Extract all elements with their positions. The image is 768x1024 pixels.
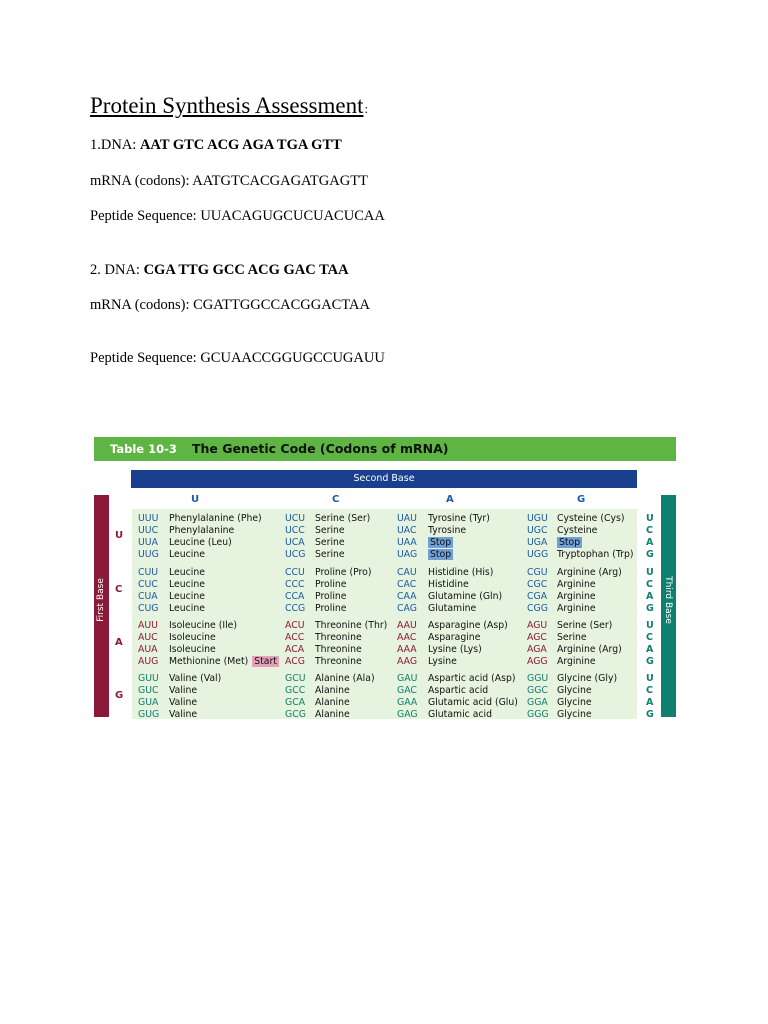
codon-agg: AGG: [527, 656, 548, 667]
codon-gcg: GCG: [285, 709, 306, 720]
second-base-a: A: [446, 494, 454, 505]
codon-acu: ACU: [285, 620, 305, 631]
amino-acid-name: Serine: [315, 525, 345, 536]
amino-acid-name: Alanine (Ala): [315, 673, 375, 684]
third-base-c: C: [646, 685, 653, 696]
codon-ugg: UGG: [527, 549, 549, 560]
amino-acid-name: Threonine: [315, 644, 362, 655]
amino-acid-name: Isoleucine: [169, 644, 216, 655]
third-base-g: G: [646, 549, 654, 560]
amino-acid-aaa: [428, 644, 482, 655]
amino-acid-auu: [169, 620, 237, 631]
amino-acid-name: Lysine (Lys): [428, 644, 482, 655]
amino-acid-gcc: [315, 685, 350, 696]
codon-cca: CCA: [285, 591, 305, 602]
codon-gac: GAC: [397, 685, 417, 696]
codon-aca: ACA: [285, 644, 305, 655]
amino-acid-acc: [315, 632, 362, 643]
amino-acid-name: Arginine: [557, 603, 596, 614]
amino-acid-name: Lysine: [428, 656, 457, 667]
amino-acid-name: Methionine (Met): [169, 656, 249, 667]
amino-acid-ugu: [557, 513, 624, 524]
codon-agc: AGC: [527, 632, 547, 643]
codon-guu: GUU: [138, 673, 159, 684]
table-name: The Genetic Code (Codons of mRNA): [192, 441, 449, 456]
amino-acid-name: Valine: [169, 709, 198, 720]
amino-acid-name: Proline: [315, 603, 347, 614]
amino-acid-name: Arginine: [557, 579, 596, 590]
codon-ugc: UGC: [527, 525, 548, 536]
q1-mrna-line: mRNA (codons): AATGTCACGAGATGAGTT: [90, 173, 368, 189]
amino-acid-ggg: [557, 709, 592, 720]
q1-dna-sequence: AAT GTC ACG AGA TGA GTT: [139, 137, 342, 153]
amino-acid-aca: [315, 644, 362, 655]
codon-gug: GUG: [138, 709, 160, 720]
amino-acid-name: Threonine: [315, 632, 362, 643]
third-base-bar: [661, 495, 676, 717]
amino-acid-ccu: [315, 567, 372, 578]
codon-uuc: UUC: [138, 525, 159, 536]
start-label: Start: [254, 656, 277, 667]
codon-ugu: UGU: [527, 513, 548, 524]
amino-acid-name: Serine (Ser): [315, 513, 371, 524]
amino-acid-gac: [428, 685, 488, 696]
amino-acid-gag: [428, 709, 492, 720]
amino-acid-cuc: [169, 579, 205, 590]
codon-aga: AGA: [527, 644, 547, 655]
amino-acid-name: Arginine (Arg): [557, 644, 622, 655]
amino-acid-name: Isoleucine (Ile): [169, 620, 238, 631]
amino-acid-uca: [315, 537, 345, 548]
table-header: [94, 437, 676, 461]
amino-acid-name: Alanine: [315, 697, 350, 708]
amino-acid-name: Glycine: [557, 697, 592, 708]
third-base-label: Third Base: [663, 576, 673, 624]
amino-acid-ucc: [315, 525, 345, 536]
amino-acid-name: Histidine (His): [428, 567, 494, 578]
amino-acid-gga: [557, 697, 592, 708]
amino-acid-name: Asparagine (Asp): [428, 620, 508, 631]
codon-cgu: CGU: [527, 567, 548, 578]
amino-acid-name: Arginine: [557, 656, 596, 667]
amino-acid-name: Serine: [557, 632, 587, 643]
amino-acid-uga: [557, 537, 582, 548]
amino-acid-name: Leucine: [169, 549, 205, 560]
codon-uuu: UUU: [138, 513, 159, 524]
third-base-g: G: [646, 709, 654, 720]
amino-acid-cua: [169, 591, 205, 602]
amino-acid-ugg: [557, 549, 634, 560]
amino-acid-cgg: [557, 603, 596, 614]
amino-acid-name: Proline (Pro): [315, 567, 372, 578]
codon-uca: UCA: [285, 537, 305, 548]
amino-acid-agu: [557, 620, 612, 631]
amino-acid-auc: [169, 632, 216, 643]
amino-acid-guc: [169, 685, 197, 696]
amino-acid-name: Aspartic acid: [428, 685, 489, 696]
amino-acid-name: Phenylalanine: [169, 525, 235, 536]
codon-ucg: UCG: [285, 549, 306, 560]
codon-aag: AAG: [397, 656, 418, 667]
codon-ucc: UCC: [285, 525, 305, 536]
amino-acid-name: Arginine (Arg): [557, 567, 622, 578]
codon-gcu: GCU: [285, 673, 306, 684]
amino-acid-aug: [169, 656, 279, 667]
codon-cua: CUA: [138, 591, 158, 602]
amino-acid-name: Serine: [315, 549, 345, 560]
amino-acid-cgu: [557, 567, 622, 578]
amino-acid-cag: [428, 603, 476, 614]
q2-dna-line: [90, 262, 349, 279]
q1-dna-label: 1.DNA:: [90, 137, 140, 153]
codon-gag: GAG: [397, 709, 418, 720]
amino-acid-uag: [428, 549, 453, 560]
title-colon: :: [364, 101, 369, 116]
amino-acid-uuc: [169, 525, 234, 536]
amino-acid-name: Tyrosine (Tyr): [428, 513, 490, 524]
codon-cuc: CUC: [138, 579, 158, 590]
codon-caa: CAA: [397, 591, 417, 602]
second-base-u: U: [191, 494, 200, 505]
codon-aua: AUA: [138, 644, 158, 655]
third-base-a: A: [646, 697, 654, 708]
codon-agu: AGU: [527, 620, 548, 631]
codon-gua: GUA: [138, 697, 159, 708]
amino-acid-name: Threonine (Thr): [315, 620, 388, 631]
codon-acg: ACG: [285, 656, 305, 667]
codon-uac: UAC: [397, 525, 417, 536]
amino-acid-acu: [315, 620, 387, 631]
second-base-bar: Second Base: [131, 470, 637, 488]
amino-acid-cca: [315, 591, 347, 602]
amino-acid-ucg: [315, 549, 345, 560]
third-base-a: A: [646, 591, 654, 602]
codon-aaa: AAA: [397, 644, 417, 655]
title-text: Protein Synthesis Assessment: [90, 93, 364, 118]
codon-uau: UAU: [397, 513, 417, 524]
amino-acid-name: Glutamine (Gln): [428, 591, 503, 602]
q2-peptide-line: Peptide Sequence: GCUAACCGGUGCCUGAUU: [90, 350, 385, 366]
amino-acid-gaa: [428, 697, 518, 708]
amino-acid-aac: [428, 632, 480, 643]
third-base-a: A: [646, 537, 654, 548]
amino-acid-caa: [428, 591, 502, 602]
amino-acid-ucu: [315, 513, 370, 524]
table-number: Table 10-3: [110, 442, 177, 456]
third-base-g: G: [646, 656, 654, 667]
amino-acid-name: Valine (Val): [169, 673, 222, 684]
amino-acid-name: Asparagine: [428, 632, 481, 643]
second-base-c: C: [332, 494, 340, 505]
third-base-u: U: [646, 620, 654, 631]
third-base-a: A: [646, 644, 654, 655]
codon-cug: CUG: [138, 603, 159, 614]
q1-peptide-line: Peptide Sequence: UUACAGUGCUCUACUCAA: [90, 208, 385, 224]
amino-acid-aga: [557, 644, 622, 655]
amino-acid-uuu: [169, 513, 262, 524]
amino-acid-name: Leucine: [169, 603, 205, 614]
first-base-a: A: [115, 637, 123, 648]
amino-acid-name: Aspartic acid (Asp): [428, 673, 516, 684]
codon-cgc: CGC: [527, 579, 548, 590]
amino-acid-cuu: [169, 567, 205, 578]
amino-acid-name: Alanine: [315, 685, 350, 696]
amino-acid-gau: [428, 673, 516, 684]
third-base-c: C: [646, 525, 653, 536]
amino-acid-name: Leucine: [169, 591, 205, 602]
amino-acid-agg: [557, 656, 596, 667]
amino-acid-uau: [428, 513, 490, 524]
codon-aau: AAU: [397, 620, 417, 631]
amino-acid-name: Tyrosine: [428, 525, 467, 536]
codon-uug: UUG: [138, 549, 159, 560]
first-base-bar: [94, 495, 109, 717]
amino-acid-aua: [169, 644, 216, 655]
codon-gca: GCA: [285, 697, 306, 708]
first-base-label: First Base: [96, 578, 106, 622]
amino-acid-agc: [557, 632, 587, 643]
amino-acid-uug: [169, 549, 205, 560]
codon-cuu: CUU: [138, 567, 159, 578]
amino-acid-ccc: [315, 579, 347, 590]
codon-ggg: GGG: [527, 709, 549, 720]
codon-aac: AAC: [397, 632, 417, 643]
codon-auu: AUU: [138, 620, 158, 631]
amino-acid-name: Leucine: [169, 567, 205, 578]
codon-cac: CAC: [397, 579, 417, 590]
amino-acid-name: Proline: [315, 579, 347, 590]
third-base-g: G: [646, 603, 654, 614]
amino-acid-name: Leucine (Leu): [169, 537, 232, 548]
amino-acid-gcg: [315, 709, 350, 720]
amino-acid-cgc: [557, 579, 596, 590]
first-base-u: U: [115, 530, 124, 541]
amino-acid-name: Valine: [169, 697, 198, 708]
third-base-u: U: [646, 567, 654, 578]
stop-label: Stop: [559, 537, 581, 548]
amino-acid-cac: [428, 579, 469, 590]
amino-acid-cga: [557, 591, 596, 602]
codon-ccc: CCC: [285, 579, 305, 590]
q2-mrna-line: mRNA (codons): CGATTGGCCACGGACTAA: [90, 297, 370, 313]
amino-acid-gcu: [315, 673, 375, 684]
stop-label: Stop: [430, 537, 452, 548]
amino-acid-name: Leucine: [169, 579, 205, 590]
codon-auc: AUC: [138, 632, 158, 643]
codon-uua: UUA: [138, 537, 158, 548]
amino-acid-name: Cysteine (Cys): [557, 513, 625, 524]
amino-acid-name: Isoleucine: [169, 632, 216, 643]
amino-acid-aag: [428, 656, 457, 667]
codon-grid: [132, 509, 637, 719]
codon-ggu: GGU: [527, 673, 549, 684]
amino-acid-name: Tryptophan (Trp): [557, 549, 634, 560]
q1-dna-line: [90, 137, 342, 154]
amino-acid-name: Arginine: [557, 591, 596, 602]
codon-uag: UAG: [397, 549, 418, 560]
amino-acid-cug: [169, 603, 205, 614]
codon-guc: GUC: [138, 685, 159, 696]
amino-acid-aau: [428, 620, 508, 631]
amino-acid-name: Threonine: [315, 656, 362, 667]
amino-acid-gua: [169, 697, 197, 708]
amino-acid-name: Proline: [315, 591, 347, 602]
codon-gcc: GCC: [285, 685, 306, 696]
amino-acid-name: Serine: [315, 537, 345, 548]
amino-acid-name: Glycine (Gly): [557, 673, 618, 684]
amino-acid-gca: [315, 697, 350, 708]
amino-acid-gug: [169, 709, 197, 720]
q2-dna-sequence: CGA TTG GCC ACG GAC TAA: [143, 262, 349, 278]
amino-acid-name: Glycine: [557, 709, 592, 720]
first-base-g: G: [115, 690, 124, 701]
codon-aug: AUG: [138, 656, 159, 667]
third-base-u: U: [646, 673, 654, 684]
amino-acid-name: Histidine: [428, 579, 469, 590]
codon-ccu: CCU: [285, 567, 305, 578]
page-title: [90, 93, 368, 119]
first-base-c: C: [115, 584, 123, 595]
amino-acid-name: Cysteine: [557, 525, 598, 536]
amino-acid-uac: [428, 525, 466, 536]
third-base-c: C: [646, 579, 653, 590]
amino-acid-name: Phenylalanine (Phe): [169, 513, 262, 524]
amino-acid-name: Serine (Ser): [557, 620, 613, 631]
third-base-u: U: [646, 513, 654, 524]
amino-acid-ccg: [315, 603, 347, 614]
amino-acid-name: Valine: [169, 685, 198, 696]
codon-cgg: CGG: [527, 603, 548, 614]
amino-acid-cau: [428, 567, 493, 578]
codon-gga: GGA: [527, 697, 548, 708]
amino-acid-uua: [169, 537, 232, 548]
codon-gau: GAU: [397, 673, 418, 684]
amino-acid-acg: [315, 656, 362, 667]
codon-ggc: GGC: [527, 685, 548, 696]
amino-acid-name: Alanine: [315, 709, 350, 720]
amino-acid-ggc: [557, 685, 592, 696]
codon-gaa: GAA: [397, 697, 418, 708]
third-base-c: C: [646, 632, 653, 643]
amino-acid-name: Glycine: [557, 685, 592, 696]
amino-acid-guu: [169, 673, 221, 684]
amino-acid-ggu: [557, 673, 617, 684]
amino-acid-name: Glutamic acid: [428, 709, 493, 720]
amino-acid-ugc: [557, 525, 597, 536]
codon-uga: UGA: [527, 537, 548, 548]
codon-cag: CAG: [397, 603, 417, 614]
second-base-g: G: [577, 494, 586, 505]
codon-cga: CGA: [527, 591, 548, 602]
amino-acid-name: Glutamine: [428, 603, 477, 614]
codon-acc: ACC: [285, 632, 305, 643]
amino-acid-name: Glutamic acid (Glu): [428, 697, 518, 708]
codon-ccg: CCG: [285, 603, 306, 614]
genetic-code-table: [94, 437, 676, 719]
codon-uaa: UAA: [397, 537, 417, 548]
amino-acid-uaa: [428, 537, 453, 548]
codon-cau: CAU: [397, 567, 417, 578]
stop-label: Stop: [430, 549, 452, 560]
codon-ucu: UCU: [285, 513, 306, 524]
q2-dna-label: 2. DNA:: [90, 262, 144, 278]
